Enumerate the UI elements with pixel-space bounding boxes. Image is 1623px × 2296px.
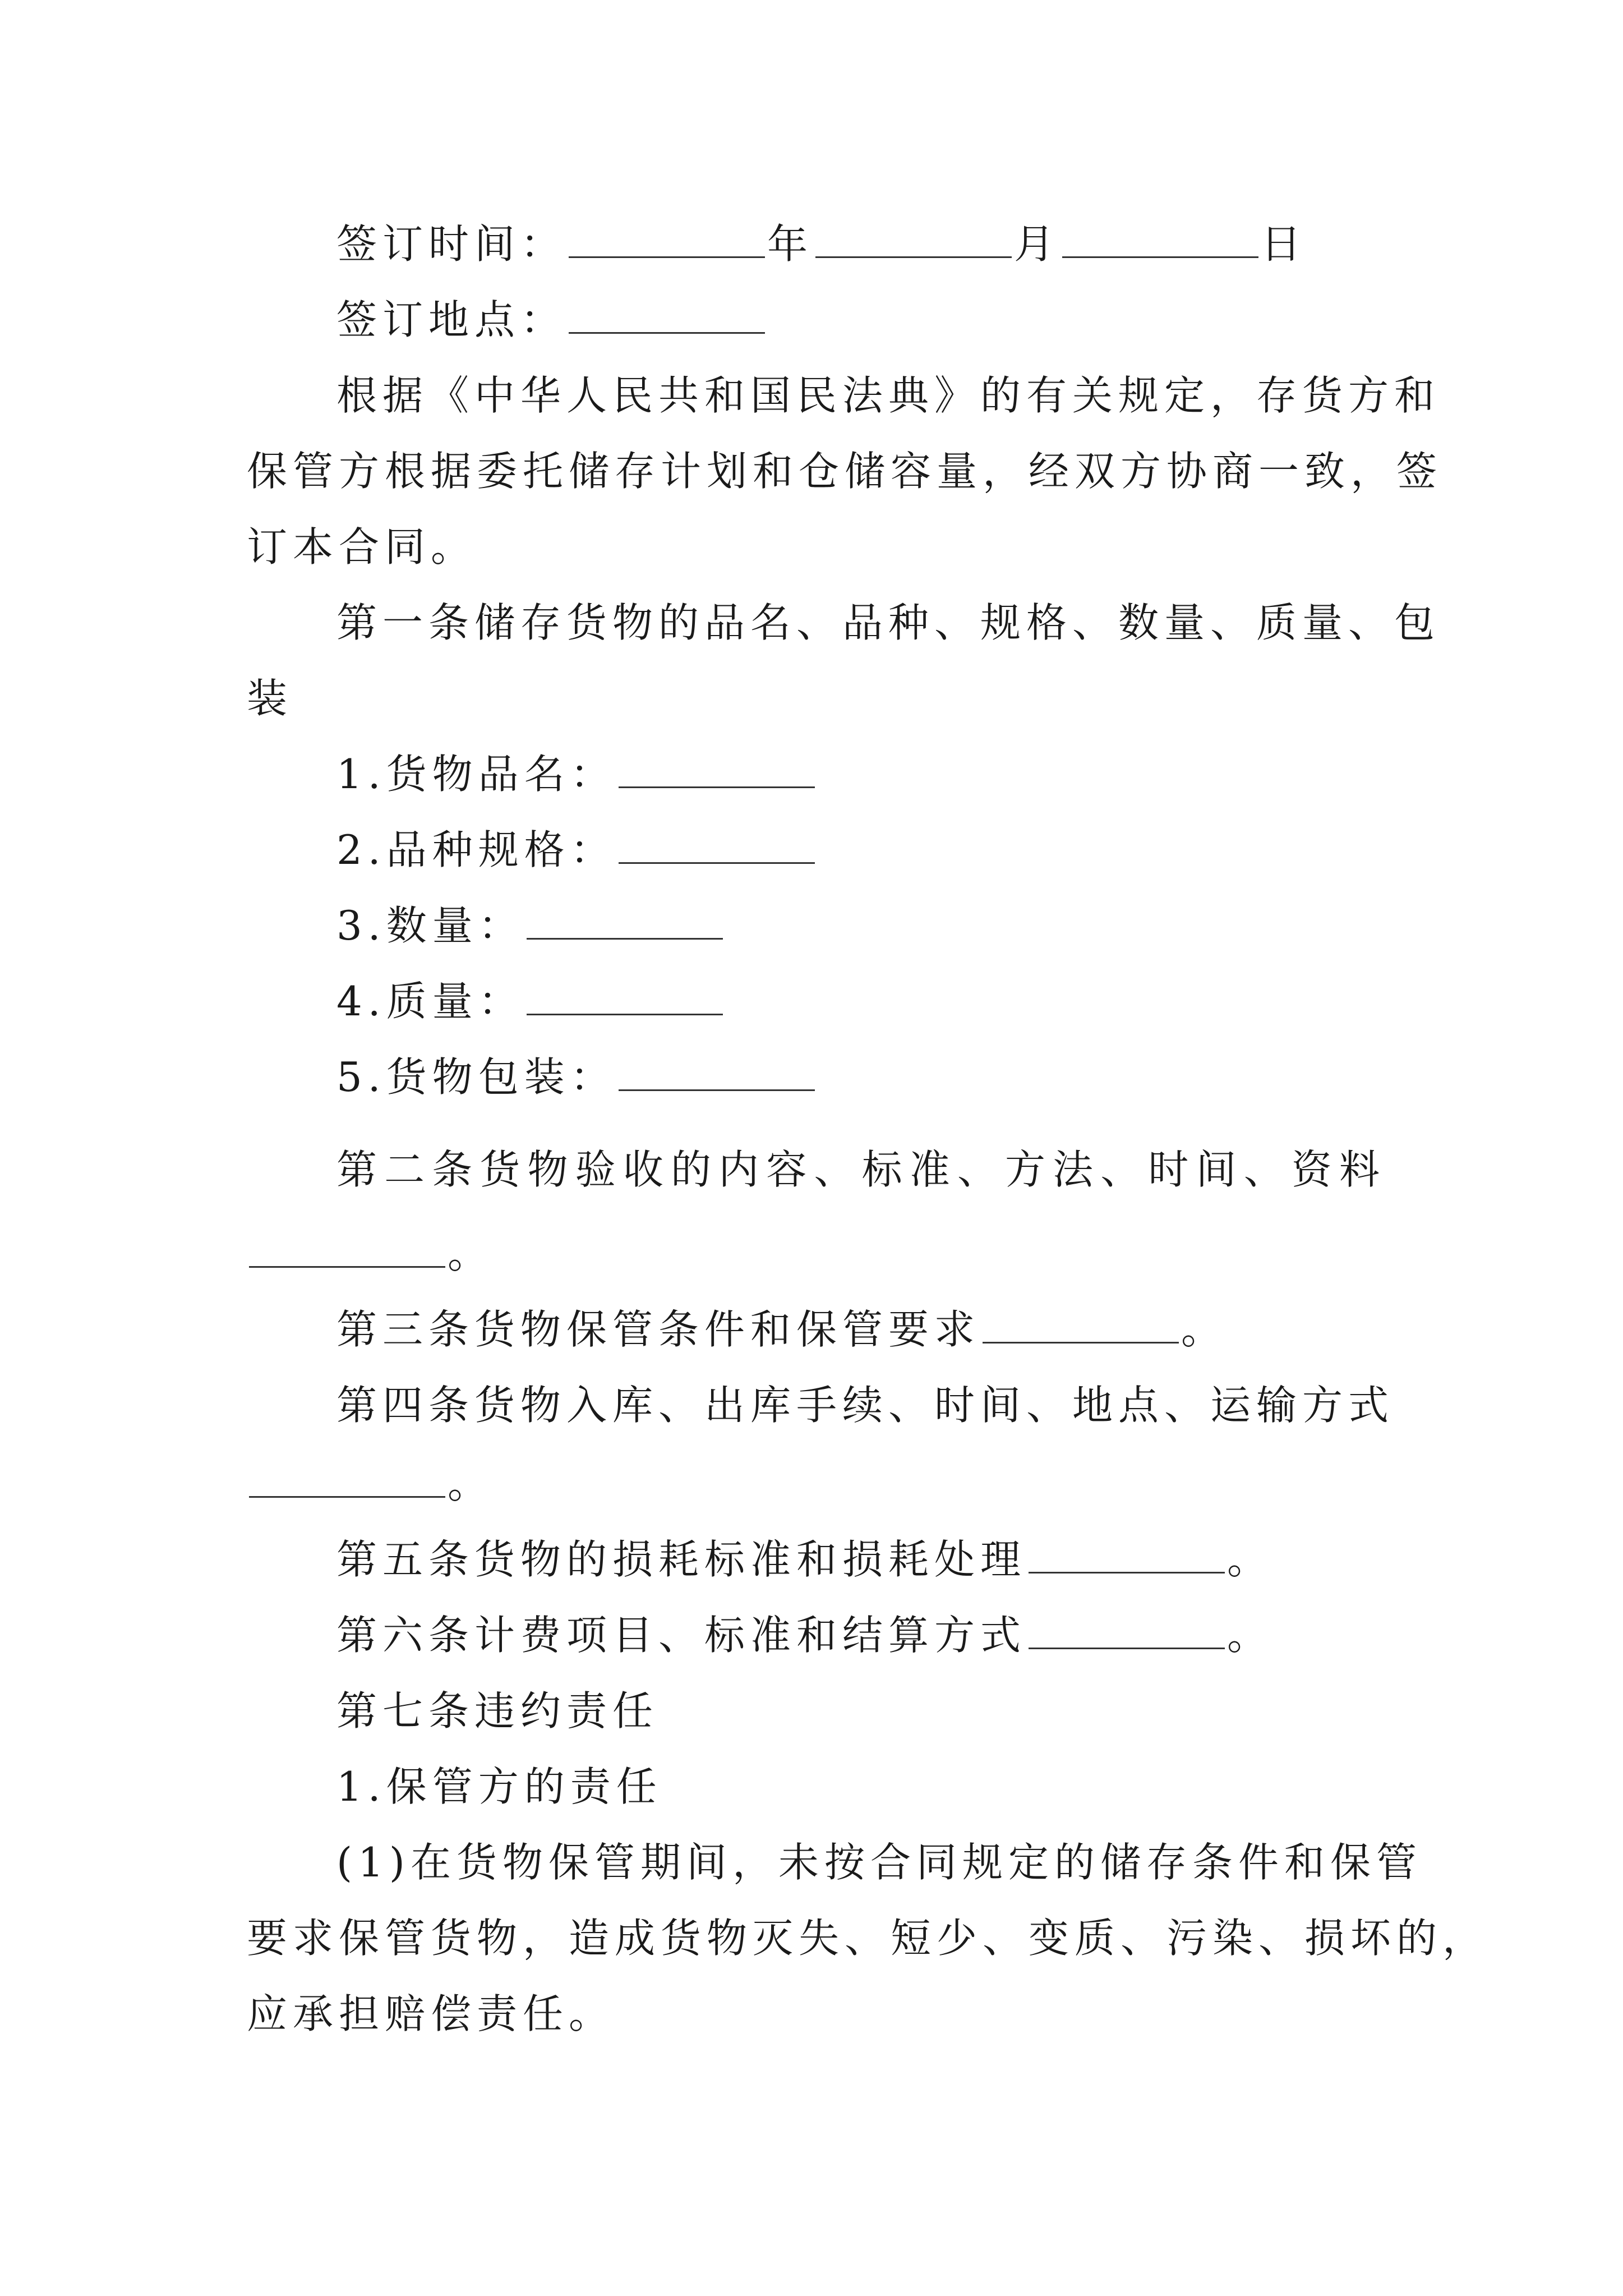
article5-blank[interactable] — [1029, 1536, 1225, 1573]
day-blank[interactable] — [1062, 220, 1258, 258]
sign-place-label: 签订地点： — [336, 296, 567, 343]
sign-time-line — [336, 216, 1385, 272]
article4-blank[interactable] — [249, 1460, 445, 1498]
article3-text: 第三条货物保管条件和保管要求 — [336, 1306, 981, 1353]
article2-line-1: 第二条货物验收的内容、标准、方法、时间、资料 — [336, 1146, 1385, 1193]
month-label: 月 — [1014, 220, 1061, 268]
article1-line-2: 装 — [247, 675, 293, 722]
article7-title: 第七条违约责任 — [336, 1687, 659, 1734]
year-label: 年 — [767, 220, 814, 268]
period: 。 — [1181, 1306, 1228, 1353]
article3-blank[interactable] — [983, 1306, 1179, 1343]
article1-item-1 — [336, 746, 1385, 802]
article4-line-2 — [247, 1456, 1385, 1512]
item-label: 2.品种规格： — [336, 826, 616, 873]
article1-line-1: 第一条储存货物的品名、品种、规格、数量、质量、包 — [336, 599, 1441, 646]
sign-place-line — [336, 292, 1385, 348]
article6-blank[interactable] — [1029, 1612, 1225, 1649]
item-label: 1.货物品名： — [336, 751, 616, 798]
day-label: 日 — [1261, 220, 1307, 268]
year-blank[interactable] — [569, 220, 765, 258]
article7-p1-line-3: 应承担赔偿责任。 — [247, 1990, 615, 2037]
place-blank[interactable] — [569, 296, 765, 334]
period: 。 — [448, 1230, 494, 1277]
article5-line — [336, 1531, 1385, 1588]
period: 。 — [1227, 1536, 1274, 1583]
item-label: 5.货物包装： — [336, 1053, 616, 1101]
intro-line-1: 根据《中华人民共和国民法典》的有关规定，存货方和 — [336, 372, 1441, 419]
intro-line-2: 保管方根据委托储存计划和仓储容量，经双方协商一致，签 — [247, 448, 1443, 495]
period: 。 — [448, 1460, 494, 1507]
item-blank[interactable] — [619, 1053, 815, 1091]
item-label: 4.质量： — [336, 978, 524, 1025]
article1-item-2 — [336, 822, 1385, 878]
article4-line-1: 第四条货物入库、出库手续、时间、地点、运输方式 — [336, 1382, 1395, 1429]
article7-p1-line-2: 要求保管货物，造成货物灭失、短少、变质、污染、损坏的， — [247, 1915, 1489, 1962]
month-blank[interactable] — [815, 220, 1012, 258]
article2-blank[interactable] — [249, 1230, 445, 1268]
article1-item-3 — [336, 898, 1385, 954]
article6-line — [336, 1607, 1385, 1663]
article2-line-2 — [247, 1226, 1385, 1282]
article7-p1-line-1: (1)在货物保管期间，未按合同规定的储存条件和保管 — [336, 1839, 1422, 1886]
article7-sub1: 1.保管方的责任 — [336, 1763, 662, 1810]
item-blank[interactable] — [619, 826, 815, 864]
article3-line — [336, 1301, 1385, 1358]
article1-item-5 — [336, 1049, 1385, 1105]
item-blank[interactable] — [619, 751, 815, 788]
item-blank[interactable] — [527, 978, 723, 1015]
article1-item-4 — [336, 973, 1385, 1029]
intro-line-3: 订本合同。 — [247, 523, 477, 570]
item-blank[interactable] — [527, 902, 723, 940]
item-label: 3.数量： — [336, 902, 524, 949]
article6-text: 第六条计费项目、标准和结算方式 — [336, 1612, 1027, 1659]
article5-text: 第五条货物的损耗标准和损耗处理 — [336, 1536, 1027, 1583]
sign-time-label: 签订时间： — [336, 220, 567, 268]
period: 。 — [1227, 1612, 1274, 1659]
